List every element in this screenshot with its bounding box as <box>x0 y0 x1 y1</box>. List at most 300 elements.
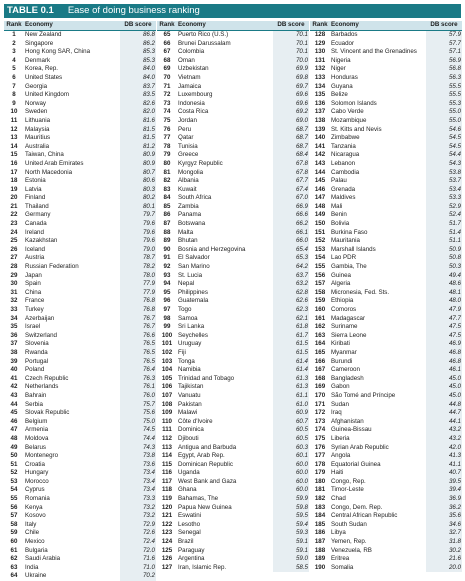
rank-cell: 167 <box>314 366 326 374</box>
rank-cell: 10 <box>10 108 18 116</box>
economy-cell: Pakistan <box>178 400 202 408</box>
score-cell: 51.1 <box>426 237 462 246</box>
score-cell: 52.9 <box>426 203 462 212</box>
score-cell: 73.4 <box>120 486 156 495</box>
table-row <box>4 486 156 495</box>
rank-cell: 105 <box>161 374 173 382</box>
score-cell: 45.0 <box>426 375 462 384</box>
rank-cell: 100 <box>161 331 173 339</box>
score-cell: 80.6 <box>120 177 156 186</box>
score-cell: 68.7 <box>273 134 309 143</box>
table-row <box>4 547 156 556</box>
score-cell: 82.6 <box>120 100 156 109</box>
economy-cell: United States <box>25 73 63 81</box>
table-row <box>157 521 309 530</box>
economy-cell: Chad <box>331 495 346 503</box>
table-row <box>4 409 156 418</box>
rank-cell: 54 <box>10 486 18 494</box>
table-row <box>310 529 462 538</box>
rank-cell: 185 <box>314 520 326 528</box>
rank-cell: 23 <box>10 220 18 228</box>
table-row <box>310 426 462 435</box>
score-cell: 73.4 <box>120 469 156 478</box>
economy-cell: Ethiopia <box>331 297 354 305</box>
score-cell: 69.7 <box>273 83 309 92</box>
rank-cell: 27 <box>10 254 18 262</box>
score-cell: 79.0 <box>120 246 156 255</box>
table-row <box>310 74 462 83</box>
table-row <box>4 143 156 152</box>
score-cell: 39.4 <box>426 486 462 495</box>
score-cell: 79.6 <box>120 220 156 229</box>
table-row <box>4 203 156 212</box>
economy-cell: Poland <box>25 366 45 374</box>
economy-cell: Ghana <box>178 486 197 494</box>
rank-cell: 97 <box>163 306 171 313</box>
score-cell: 76.6 <box>120 332 156 341</box>
rank-cell: 45 <box>10 409 18 417</box>
score-cell: 66.1 <box>273 229 309 238</box>
score-cell: 54.6 <box>426 126 462 135</box>
score-cell: 59.5 <box>273 512 309 521</box>
rank-cell: 61 <box>10 546 18 554</box>
economy-cell: Oman <box>178 56 195 64</box>
score-cell: 47.9 <box>426 306 462 315</box>
rank-cell: 172 <box>314 409 326 417</box>
score-cell: 60.0 <box>273 486 309 495</box>
rank-cell: 141 <box>314 142 326 150</box>
score-cell: 74.3 <box>120 444 156 453</box>
rank-cell: 118 <box>162 486 172 494</box>
rank-cell: 2 <box>12 39 16 47</box>
header-score: DB score <box>120 21 156 31</box>
table-row <box>157 538 309 547</box>
rank-cell: 189 <box>314 555 326 563</box>
economy-cell: Mozambique <box>331 116 367 124</box>
score-cell: 76.4 <box>120 366 156 375</box>
rank-cell: 42 <box>10 383 18 391</box>
score-cell: 80.2 <box>120 194 156 203</box>
score-cell: 80.7 <box>120 169 156 178</box>
score-cell: 81.5 <box>120 126 156 135</box>
rank-cell: 107 <box>161 391 173 399</box>
economy-cell: Nigeria <box>331 56 351 64</box>
economy-cell: Honduras <box>331 73 358 81</box>
economy-cell: Brazil <box>178 538 194 546</box>
economy-cell: Gabon <box>331 383 350 391</box>
score-cell: 62.6 <box>273 297 309 306</box>
rank-cell: 166 <box>314 357 326 365</box>
score-cell: 59.3 <box>273 529 309 538</box>
economy-cell: Equatorial Guinea <box>331 460 381 468</box>
score-cell: 73.3 <box>120 495 156 504</box>
score-cell: 59.4 <box>273 521 309 530</box>
economy-cell: San Marino <box>178 263 210 271</box>
rank-cell: 164 <box>314 340 326 348</box>
rank-cell: 135 <box>314 91 326 99</box>
table-row <box>4 512 156 521</box>
rank-cell: 85 <box>163 202 171 210</box>
economy-cell: Bolivia <box>331 220 350 228</box>
table-row <box>4 108 156 117</box>
economy-cell: Sierra Leone <box>331 331 367 339</box>
score-cell: 76.7 <box>120 323 156 332</box>
table-row <box>4 358 156 367</box>
economy-cell: St. Vincent and the Grenadines <box>331 48 417 56</box>
table-row <box>157 203 309 212</box>
table-row <box>157 40 309 49</box>
rank-cell: 63 <box>10 563 18 571</box>
rank-cell: 127 <box>161 563 173 571</box>
rank-cell: 94 <box>163 280 171 288</box>
table-row <box>157 435 309 444</box>
table-row <box>157 74 309 83</box>
rank-cell: 1 <box>12 31 16 38</box>
table-row <box>310 143 462 152</box>
table-row <box>157 57 309 66</box>
rank-cell: 184 <box>314 512 326 520</box>
economy-cell: Philippines <box>178 288 208 296</box>
table-row <box>157 409 309 418</box>
economy-cell: Syrian Arab Republic <box>331 443 389 451</box>
economy-cell: Hungary <box>25 469 49 477</box>
score-cell: 45.0 <box>426 383 462 392</box>
table-row <box>157 547 309 556</box>
rank-cell: 21 <box>10 202 18 210</box>
economy-cell: Dominican Republic <box>178 460 234 468</box>
rank-cell: 76 <box>163 125 171 133</box>
score-cell: 61.5 <box>273 349 309 358</box>
table-row <box>310 315 462 324</box>
table-row <box>157 237 309 246</box>
economy-cell: Myanmar <box>331 348 357 356</box>
score-cell: 62.1 <box>273 315 309 324</box>
economy-cell: Ecuador <box>331 39 355 47</box>
table-row <box>157 169 309 178</box>
table-row <box>4 48 156 57</box>
rank-cell: 190 <box>314 563 326 571</box>
table-row <box>310 409 462 418</box>
table-row <box>4 263 156 272</box>
economy-cell: Bangladesh <box>331 374 364 382</box>
rank-cell: 43 <box>10 391 18 399</box>
rank-cell: 101 <box>161 340 173 348</box>
table-row <box>4 435 156 444</box>
economy-cell: Sudan <box>331 400 349 408</box>
rank-cell: 50 <box>10 452 18 460</box>
table-row <box>4 418 156 427</box>
table-row <box>4 426 156 435</box>
rank-cell: 39 <box>10 357 18 365</box>
score-cell: 80.9 <box>120 160 156 169</box>
economy-cell: Canada <box>25 220 47 228</box>
score-cell: 76.7 <box>120 315 156 324</box>
header-economy: Economy <box>330 21 426 31</box>
rank-cell: 134 <box>314 82 326 90</box>
table-row <box>4 340 156 349</box>
rank-cell: 89 <box>163 237 171 245</box>
score-cell: 69.6 <box>273 91 309 100</box>
economy-cell: Slovak Republic <box>25 409 70 417</box>
rank-cell: 91 <box>163 254 171 262</box>
rank-cell: 159 <box>314 297 326 305</box>
table-row <box>4 134 156 143</box>
rank-cell: 5 <box>12 65 16 73</box>
table-row <box>157 91 309 100</box>
economy-cell: Austria <box>25 254 45 262</box>
economy-cell: Iceland <box>25 245 45 253</box>
table-row <box>4 383 156 392</box>
score-cell: 41.3 <box>426 452 462 461</box>
rank-cell: 95 <box>163 288 171 296</box>
table-row <box>310 297 462 306</box>
table-row <box>310 358 462 367</box>
score-cell: 43.2 <box>426 435 462 444</box>
rank-cell: 81 <box>163 168 171 176</box>
economy-cell: Bahrain <box>25 391 47 399</box>
score-cell: 66.6 <box>273 211 309 220</box>
economy-cell: Indonesia <box>178 99 205 107</box>
score-cell: 36.2 <box>426 504 462 513</box>
score-cell: 46.8 <box>426 349 462 358</box>
score-cell: 36.9 <box>426 495 462 504</box>
score-cell: 57.1 <box>426 48 462 57</box>
score-cell: 61.5 <box>273 340 309 349</box>
table-row <box>157 375 309 384</box>
table-row <box>310 83 462 92</box>
score-cell: 50.8 <box>426 254 462 263</box>
rank-cell: 137 <box>314 108 326 116</box>
header-rank: Rank <box>157 21 177 31</box>
economy-cell: Moldova <box>25 434 49 442</box>
score-cell: 44.7 <box>426 409 462 418</box>
score-cell: 70.0 <box>273 57 309 66</box>
economy-cell: Mongolia <box>178 168 204 176</box>
rank-cell: 35 <box>10 323 18 331</box>
economy-cell: Greece <box>178 151 199 159</box>
table-row <box>310 220 462 229</box>
table-row <box>310 151 462 160</box>
economy-cell: Eswatini <box>178 512 202 520</box>
table-row <box>310 126 462 135</box>
score-cell: 73.2 <box>120 512 156 521</box>
score-cell: 80.9 <box>120 151 156 160</box>
score-cell: 50.3 <box>426 263 462 272</box>
table-row <box>4 401 156 410</box>
score-cell: 71.6 <box>120 555 156 564</box>
rank-cell: 24 <box>10 228 18 236</box>
score-cell: 70.2 <box>120 572 156 581</box>
table-row <box>310 547 462 556</box>
score-cell: 70.1 <box>273 48 309 57</box>
rank-cell: 6 <box>12 73 16 81</box>
table-row <box>310 272 462 281</box>
rank-cell: 25 <box>10 237 18 245</box>
economy-cell: Colombia <box>178 48 205 56</box>
table-row <box>4 521 156 530</box>
economy-cell: Papua New Guinea <box>178 503 232 511</box>
table-row <box>157 452 309 461</box>
economy-cell: Congo, Rep. <box>331 477 366 485</box>
score-cell: 69.9 <box>273 65 309 74</box>
economy-cell: Czech Republic <box>25 374 69 382</box>
table-row <box>310 169 462 178</box>
score-cell: 61.4 <box>273 358 309 367</box>
score-cell: 62.8 <box>273 289 309 298</box>
rank-cell: 108 <box>161 400 173 408</box>
score-cell: 47.5 <box>426 323 462 332</box>
table-row <box>157 117 309 126</box>
score-cell: 76.3 <box>120 375 156 384</box>
table-row <box>310 57 462 66</box>
table-row <box>4 31 156 40</box>
score-cell: 80.3 <box>120 186 156 195</box>
rank-cell: 140 <box>314 134 326 142</box>
table-row <box>310 186 462 195</box>
score-cell: 61.0 <box>273 401 309 410</box>
score-cell: 85.3 <box>120 57 156 66</box>
table-row <box>310 555 462 564</box>
rank-cell: 18 <box>10 177 18 185</box>
economy-cell: Iraq <box>331 409 342 417</box>
table-row <box>157 108 309 117</box>
rank-cell: 90 <box>163 245 171 253</box>
table-row <box>310 418 462 427</box>
table-row <box>310 40 462 49</box>
score-cell: 67.8 <box>273 169 309 178</box>
table-row <box>4 289 156 298</box>
rank-cell: 171 <box>314 400 326 408</box>
table-row <box>310 332 462 341</box>
rank-cell: 121 <box>161 512 173 520</box>
score-cell: 60.3 <box>273 444 309 453</box>
rank-cell: 162 <box>314 323 326 331</box>
rank-cell: 115 <box>162 460 172 468</box>
economy-cell: Korea, Rep. <box>25 65 59 73</box>
score-cell: 61.1 <box>273 392 309 401</box>
table-row <box>4 194 156 203</box>
rank-cell: 149 <box>314 211 326 219</box>
score-cell: 60.5 <box>273 435 309 444</box>
economy-cell: Israel <box>25 323 41 331</box>
score-cell: 46.9 <box>426 340 462 349</box>
economy-cell: France <box>25 297 45 305</box>
rank-cell: 69 <box>163 65 171 73</box>
table-header-row <box>4 21 156 31</box>
score-cell: 60.0 <box>273 461 309 470</box>
economy-cell: Trinidad and Tobago <box>178 374 235 382</box>
table-row <box>4 169 156 178</box>
economy-cell: Grenada <box>331 185 356 193</box>
economy-cell: Senegal <box>178 529 201 537</box>
economy-cell: West Bank and Gaza <box>178 477 237 485</box>
economy-cell: Botswana <box>178 220 206 228</box>
rank-cell: 117 <box>162 477 172 485</box>
table-row <box>310 117 462 126</box>
table-row <box>157 401 309 410</box>
table-header-row <box>310 21 462 31</box>
economy-cell: Samoa <box>178 314 198 322</box>
table-row <box>157 48 309 57</box>
score-cell: 78.2 <box>120 263 156 272</box>
rank-cell: 60 <box>10 538 18 546</box>
score-cell: 59.8 <box>273 504 309 513</box>
rank-cell: 147 <box>314 194 326 202</box>
table-row <box>157 504 309 513</box>
score-cell: 21.6 <box>426 555 462 564</box>
table-row <box>310 31 462 40</box>
rank-cell: 123 <box>161 529 173 537</box>
table-header-row <box>157 21 309 31</box>
table-row <box>310 521 462 530</box>
economy-cell: Madagascar <box>331 314 366 322</box>
rank-cell: 16 <box>10 159 18 167</box>
score-cell: 85.3 <box>120 48 156 57</box>
table-row <box>4 229 156 238</box>
economy-cell: Micronesia, Fed. Sts. <box>331 288 390 296</box>
score-cell: 61.3 <box>273 375 309 384</box>
score-cell: 86.8 <box>120 31 156 40</box>
rank-cell: 103 <box>161 357 173 365</box>
rank-cell: 138 <box>314 116 326 124</box>
table-row <box>310 401 462 410</box>
score-cell: 42.0 <box>426 444 462 453</box>
table-row <box>4 495 156 504</box>
economy-cell: El Salvador <box>178 254 210 262</box>
table-row <box>4 126 156 135</box>
score-cell: 63.2 <box>273 280 309 289</box>
score-cell: 53.7 <box>426 177 462 186</box>
rank-cell: 155 <box>314 263 326 271</box>
table-row <box>310 177 462 186</box>
score-cell: 56.8 <box>426 65 462 74</box>
rank-cell: 178 <box>314 460 326 468</box>
table-row <box>4 237 156 246</box>
economy-cell: Slovenia <box>25 340 49 348</box>
table-row <box>4 151 156 160</box>
table-row <box>157 366 309 375</box>
score-cell: 53.8 <box>426 169 462 178</box>
economy-cell: Guinea <box>331 271 351 279</box>
rank-cell: 4 <box>12 56 16 64</box>
rank-cell: 64 <box>10 572 18 580</box>
score-cell: 75.0 <box>120 418 156 427</box>
economy-cell: Thailand <box>25 202 49 210</box>
score-cell: 61.8 <box>273 323 309 332</box>
economy-cell: Mexico <box>25 538 45 546</box>
score-cell: 39.5 <box>426 478 462 487</box>
table-row <box>157 418 309 427</box>
table-row <box>310 504 462 513</box>
rank-cell: 109 <box>161 409 173 417</box>
score-cell: 34.6 <box>426 521 462 530</box>
ranking-table-column-1 <box>4 21 156 581</box>
rank-cell: 175 <box>314 434 326 442</box>
economy-cell: São Tomé and Príncipe <box>331 391 396 399</box>
score-cell: 79.6 <box>120 229 156 238</box>
rank-cell: 29 <box>10 271 18 279</box>
rank-cell: 82 <box>163 177 171 185</box>
score-cell: 63.7 <box>273 272 309 281</box>
score-cell: 67.4 <box>273 186 309 195</box>
rank-cell: 22 <box>10 211 18 219</box>
economy-cell: Jordan <box>178 116 197 124</box>
table-row <box>310 392 462 401</box>
rank-cell: 68 <box>163 56 171 64</box>
economy-cell: Sri Lanka <box>178 323 205 331</box>
rank-cell: 157 <box>314 280 326 288</box>
score-cell: 78.7 <box>120 254 156 263</box>
